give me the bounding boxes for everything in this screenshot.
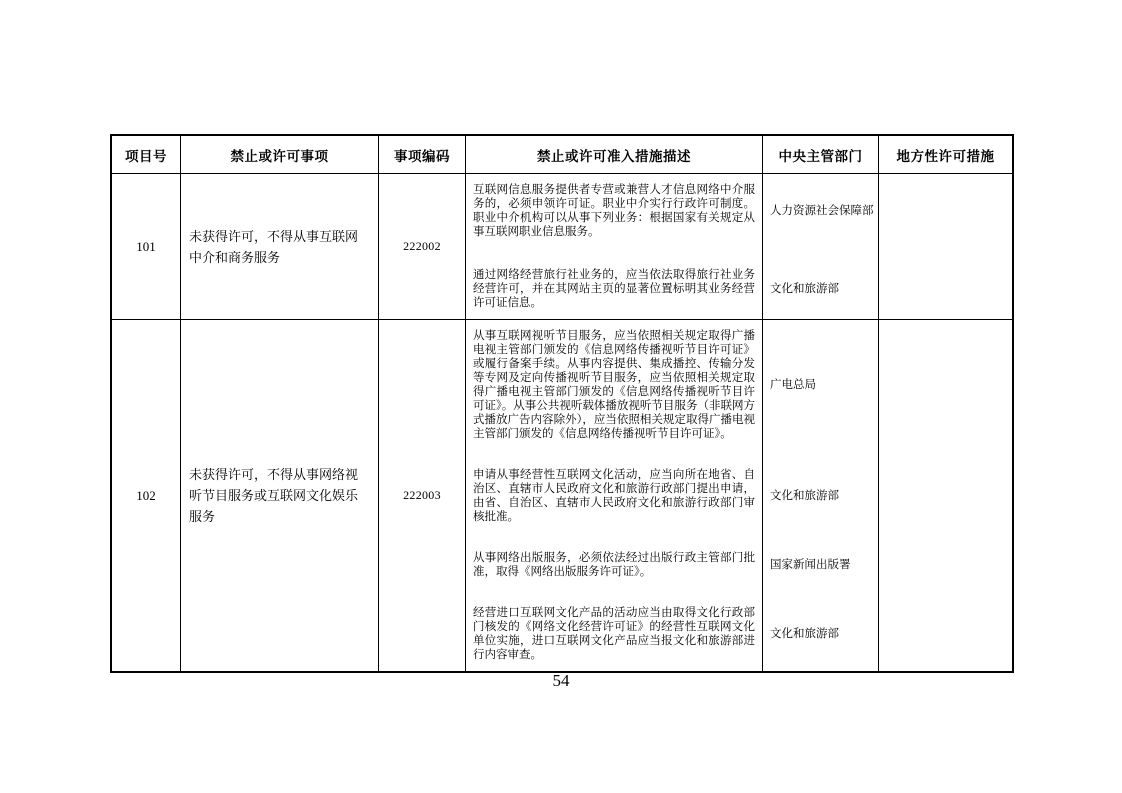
page-number: 54 bbox=[552, 671, 570, 690]
measure-description: 互联网信息服务提供者专营或兼营人才信息网络中介服务的，必须申领许可证。职业中介实行行政许可制度。职业中介机构可以从事下列业务：根据国家有关规定从事互联网职业信息服务。 bbox=[473, 184, 755, 238]
central-department-cell: 文化和旅游部 bbox=[770, 283, 839, 295]
item-code-cell: 222002 bbox=[379, 174, 466, 319]
measure-description: 从事网络出版服务，必须依法经过出版行政主管部门批准，取得《网络出版服务许可证》。 bbox=[473, 552, 755, 578]
table-header-row bbox=[112, 136, 1012, 174]
local-measure-cell bbox=[879, 320, 1012, 671]
item-code-cell: 222003 bbox=[379, 320, 466, 671]
central-department-cell: 文化和旅游部 bbox=[770, 490, 839, 502]
project-number-cell: 102 bbox=[112, 320, 181, 671]
central-department-cell: 广电总局 bbox=[770, 379, 816, 391]
header-central-department: 中央主管部门 bbox=[763, 136, 879, 173]
measure-description: 通过网络经营旅行社业务的，应当依法取得旅行社业务经营许可，并在其网站主页的显著位置标明其业务经营许可证信息。 bbox=[473, 269, 755, 309]
column-divider bbox=[762, 174, 763, 319]
measure-description: 从事互联网视听节目服务，应当依照相关规定取得广播电视主管部门颁发的《信息网络传播视听节目许可证》或履行备案手续。从事内容提供、集成播控、传输分发等专网及定向传播视听节目服务，应当依照相关规定取得广播电视主管部门颁发的《信息网络传播视听节目许可证》。从事公共视听载体播放视听节目服务（非联网方式播放广告内容除外），应当依照相关规定取得广播电视主管部门颁发的《信息网络传播视听节目许可证》。 bbox=[473, 330, 755, 440]
measure-description: 经营进口互联网文化产品的活动应当由取得文化行政部门核发的《网络文化经营许可证》的经营性互联网文化单位实施，进口互联网文化产品应当报文化和旅游部进行内容审查。 bbox=[473, 607, 755, 661]
header-prohibit-permit-item: 禁止或许可事项 bbox=[181, 136, 379, 173]
item-cell bbox=[181, 174, 379, 319]
item-cell bbox=[181, 320, 379, 671]
approval-table bbox=[110, 134, 1014, 673]
item-text: 未获得许可，不得从事互联网中介和商务服务 bbox=[189, 228, 359, 265]
table-row bbox=[112, 174, 1012, 320]
local-measure-cell bbox=[879, 174, 1012, 319]
header-project-number: 项目号 bbox=[112, 136, 181, 173]
central-department-cell: 国家新闻出版署 bbox=[770, 559, 851, 571]
measure-description: 申请从事经营性互联网文化活动，应当向所在地省、自治区、直辖市人民政府文化和旅游行政部门提出申请，由省、自治区、直辖市人民政府文化和旅游行政部门审核批准。 bbox=[473, 469, 755, 523]
header-item-code: 事项编码 bbox=[379, 136, 466, 173]
project-number-cell: 101 bbox=[112, 174, 181, 319]
central-department-cell: 人力资源社会保障部 bbox=[770, 205, 874, 217]
item-text: 未获得许可，不得从事网络视听节目服务或互联网文化娱乐服务 bbox=[189, 467, 359, 524]
header-measure-description: 禁止或许可准入措施描述 bbox=[466, 136, 763, 173]
central-department-cell: 文化和旅游部 bbox=[770, 628, 839, 640]
header-local-permit-measure: 地方性许可措施 bbox=[896, 148, 995, 164]
measures-cell bbox=[466, 174, 879, 319]
table-row bbox=[112, 320, 1012, 671]
measures-cell bbox=[466, 320, 879, 671]
column-divider bbox=[762, 320, 763, 671]
